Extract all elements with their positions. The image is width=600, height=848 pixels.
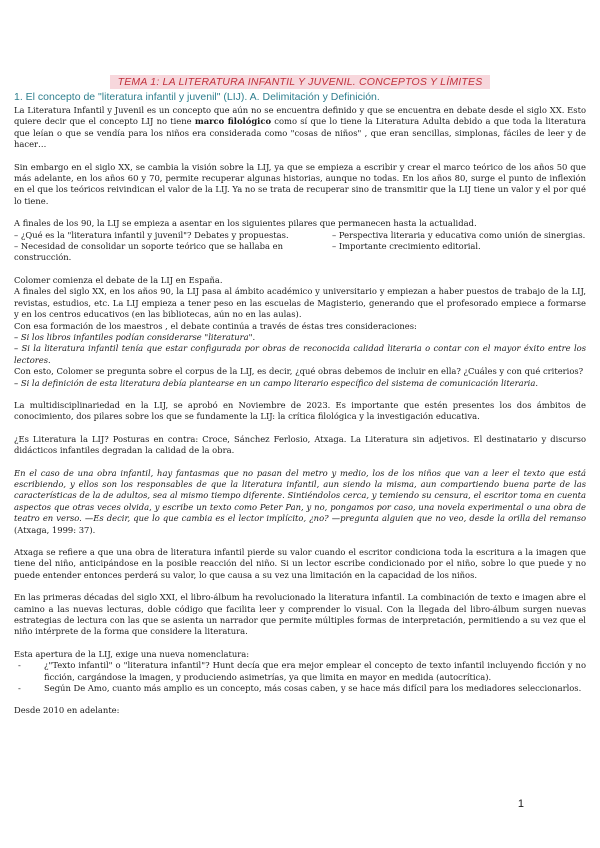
page-number: 1 [517, 798, 524, 810]
paragraph-formacion: Con esa formación de los maestros , el debate continúa a través de éstas tres consideraciones: [14, 320, 417, 331]
title-wrap [14, 70, 586, 89]
paragraph-pilares: A finales de los 90, la LIJ se empieza a asentar en los siguientes pilares que permanecen hasta la actualidad. [14, 218, 477, 229]
consideration-2: – Si la literatura infantil tenía que estar configurada por obras de reconocida calidad literaria o contar con el mayor éxito entre los lectores. [14, 343, 586, 365]
pillar-item: – ¿Qué es la "literatura infantil y juvenil"? Debates y propuestas. [14, 229, 289, 240]
quote-atxaga: En el caso de una obra infantil, hay fantasmas que no pasan del metro y medio, los de los niños que van a leer el texto que está escribiendo, y ellos son los responsables de que la literatura infantil, aun siendo la misma, aun compartiendo buena parte de las características de la de adultos, sea al mismo tiempo diferente. Sintiéndolos cerca, y temiendo su censura, el escritor toma en cuenta aspectos que otras veces olvida, y escribe un texto como Peter Pan, y no, pongamos por caso, una novela experimental o una obra de teatro en verso. —Es decir, que lo que cambia es el lector implícito, ¿no? —pregunta alguien que no veo, desde la orilla del remanso (Atxaga, 1999: 37). [14, 467, 586, 535]
consideration-3: – Si la definición de esta literatura debía plantearse en un campo literario específico del sistema de comunicación literaria. [14, 377, 538, 388]
paragraph-multidisciplinariedad: La multidisciplinariedad en la LIJ, se aprobó en Noviembre de 2023. Es importante que estén presentes los dos ámbitos de conocimiento, dos pilares sobre los que se fundamente la LIJ: la crítica filológica y la investigación educativa. [14, 399, 586, 422]
paragraph-desde-2010: Desde 2010 en adelante: [14, 705, 120, 716]
paragraph-intro: La Literatura Infantil y Juvenil es un concepto que aún no se encuentra definido y que se encuentra en debate desde el siglo XX. Esto quiere decir que el concepto LIJ no tiene marco filológico como sí que lo tiene la Literatura Adulta debido a que toda la literatura que leían o que se vendía para los niños era considerada como "cosas de niños" , que eran sencillas, simplonas, fáciles de leer y de hacer… [14, 105, 586, 150]
section-heading: 1. El concepto de "literatura infantil y juvenil" (LIJ). A. Delimitación y Definición. [14, 91, 380, 103]
paragraph-anos-90: A finales del siglo XX, en los años 90, la LIJ pasa al ámbito académico y universitario y empiezan a haber puestos de trabajo de la LIJ, revistas, estudios, etc. La LIJ empieza a tener peso en las escuelas de Magisterio, generando que el profesorado empiece a formarse y en los centros educativos (en las bibliotecas, aún no en las aulas). [14, 286, 586, 320]
bold-term: marco filológico [194, 116, 272, 127]
pillars-row-2 [14, 241, 586, 264]
list-item: - ¿"Texto infantil" o "literatura infantil"? Hunt decía que era mejor emplear el concepto de texto infantil incluyendo ficción y no ficción, cargándose la imagen, y produciendo asimetrías, ya que limita en mayor en medida (autocrítica). [18, 660, 586, 682]
pillar-item: – Perspectiva literaria y educativa como unión de sinergias. [332, 229, 586, 240]
consideration-1: – Si los libros infantiles podían considerarse "literatura". [14, 331, 256, 342]
pillar-item: – Importante crecimiento editorial. [332, 241, 481, 252]
paragraph-siglo-xx: Sin embargo en el siglo XX, se cambia la visión sobre la LIJ, ya que se empieza a escribir y crear el marco teórico de los años 50 que más adelante, en los años 60 y 70, permite recuperar algunas historias, aunque no todas. En los años 80, surge el punto de inflexión en el que los teóricos reivindican el valor de la LIJ. Ya no se trata de recuperar sino de transmitir que la LIJ tiene un valor y el por qué lo tiene. [14, 161, 586, 206]
paragraph-colomer: Colomer comienza el debate de la LIJ en España. [14, 274, 223, 285]
list-item: - Según De Amo, cuanto más amplio es un concepto, más cosas caben, y se hace más difícil para los mediadores seleccionarlos. [18, 683, 582, 694]
pillar-item: – Necesidad de consolidar un soporte teórico que se hallaba en construcción. [14, 241, 283, 263]
paragraph-nomenclatura: Esta apertura de la LIJ, exige una nueva nomenclatura: [14, 648, 250, 659]
paragraph-atxaga: Atxaga se refiere a que una obra de literatura infantil pierde su valor cuando el escritor condiciona toda la escritura a la imagen que tiene del niño, anticipándose en la posible reacción del niño. Si un lector escribe condicionado por el niño, sobre lo que puede y no puede entender entonces perderá su valor, lo que causa a su vez una limitación en la capacidad de los niños. [14, 547, 586, 580]
pillars-row-1 [14, 230, 586, 241]
paragraph-es-literatura: ¿Es Literatura la LIJ? Posturas en contra: Croce, Sánchez Ferlosio, Atxaga. La Literatura sin adjetivos. El destinatario y discurso didácticos infantiles degradan la calidad de la obra. [14, 433, 586, 456]
page-title: TEMA 1: LA LITERATURA INFANTIL Y JUVENIL. CONCEPTOS Y LÍMITES [110, 75, 491, 89]
colomer-question: Con esto, Colomer se pregunta sobre el corpus de la LIJ, es decir, ¿qué obras debemos de incluir en ella? ¿Cuáles y con qué criterios? [14, 366, 584, 377]
paragraph-libro-album: En las primeras décadas del siglo XXI, el libro-álbum ha revolucionado la literatura infantil. La combinación de texto e imagen abre el camino a las nuevas lecturas, doble código que facilita leer y comprender lo visual. Con la llegada del libro-álbum surgen nuevas estrategias de lectura con las que se asienta un narrador que permite múltiples formas de interpretación, permitiendo a su vez que el niño intérprete de la forma que considere la literatura. [14, 592, 586, 637]
